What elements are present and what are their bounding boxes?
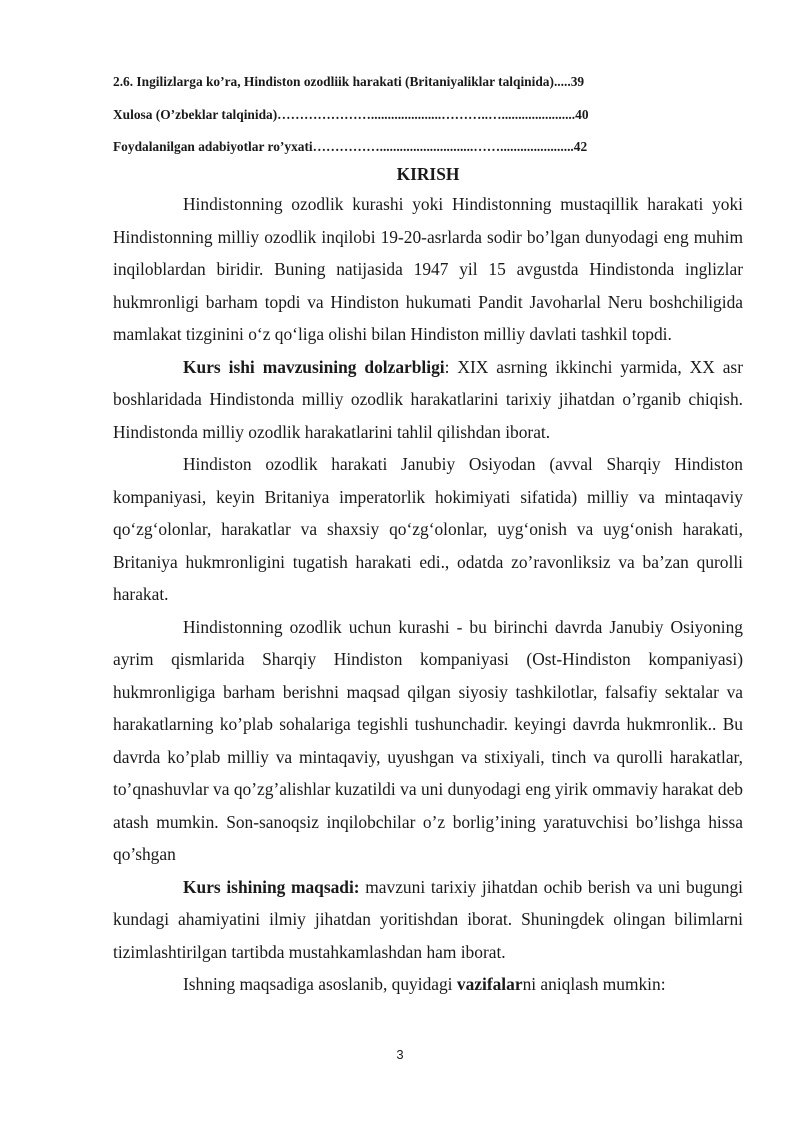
paragraph-text: ni aniqlash mumkin: bbox=[522, 974, 666, 994]
table-of-contents bbox=[113, 74, 683, 172]
toc-entry[interactable]: Foydalanilgan adabiyotlar ro’yxati……………............................……......................42 bbox=[113, 139, 588, 155]
paragraph-bold-term: vazifalar bbox=[456, 974, 523, 994]
paragraph-text: Hindistonning ozodlik kurashi yoki Hindistonning mustaqillik harakati yoki Hindistonning milliy ozodlik inqilobi 19-20-asrlarda sodir bo’lgan dunyodagi eng muhim inqiloblardan biridir. Buning natijasida 1947 yil 15 avgustda Hindistonda inglizlar hukmronligi barham topdi va Hindiston hukumati Pandit Javoharlal Neru boshchiligida mamlakat tizginini o‘z qo‘liga olishi bilan Hindiston milliy davlati tashkil topdi. bbox=[113, 194, 743, 344]
paragraph-text: : XIX asrning ikkinchi yarmida, XX asr boshlaridada Hindistonda milliy ozodlik harakatlarini tarixiy jihatdan o’rganib chiqish. Hindistonda milliy ozodlik harakatlarini tahlil qilishdan iborat. bbox=[113, 356, 743, 442]
section-heading: KIRISH bbox=[396, 164, 460, 184]
paragraph-text: Hindistonning ozodlik uchun kurashi - bu birinchi davrda Janubiy Osiyoning ayrim qismlarida Sharqiy Hindiston kompaniyasi (Ost-Hindiston kompaniyasi) hukmronligiga barham berishni maqsad qilgan siyosiy tashkilotlar, falsafiy sektalar va harakatlarning ko’plab sohalariga tegishli tushunchadir. keyingi davrda hukmronlik.. Bu davrda ko’plab milliy va mintaqaviy, uyushgan va stixiyali, tinch va qurolli harakatlar, to’qnashuvlar va qo’zg’alishlar kuzatildi va uni dunyodagi eng yirik ommaviy harakat deb atash mumkin. Son-sanoqsiz inqilobchilar o’z borlig’ining yaratuvchisi bo’lishga hissa qo’shgan bbox=[113, 616, 743, 864]
paragraph bbox=[113, 448, 743, 611]
paragraph-lead: Kurs ishining maqsadi: bbox=[183, 876, 360, 897]
paragraph bbox=[113, 871, 743, 969]
paragraph-text: Ishning maqsadiga asoslanib, quyidagi bbox=[183, 974, 457, 994]
paragraph-text: Hindiston ozodlik harakati Janubiy Osiyodan (avval Sharqiy Hindiston kompaniyasi, keyin Britaniya imperatorlik hokimiyati sifatida) milliy va mintaqaviy qo‘zg‘olonlar, harakatlar va shaxsiy qo‘zg‘olonlar, uyg‘onish va uyg‘onish harakati, Britaniya hukmronligini tugatish harakati edi., odatda zo’ravonliksiz va ba’zan qurolli harakat. bbox=[113, 454, 743, 604]
paragraph bbox=[113, 968, 743, 1001]
paragraph bbox=[113, 188, 743, 351]
body-text bbox=[113, 160, 743, 1001]
paragraph bbox=[113, 611, 743, 871]
toc-entry[interactable]: 2.6. Ingilizlarga ko’ra, Hindiston ozodliik harakati (Britaniyaliklar talqinida).....39 bbox=[113, 74, 585, 89]
paragraph bbox=[113, 351, 743, 449]
paragraph-lead: Kurs ishi mavzusining dolzarbligi bbox=[183, 356, 445, 377]
toc-entry[interactable]: Xulosa (O’zbeklar talqinida)………………….....................………..…......................40 bbox=[113, 106, 589, 122]
paragraph-text: mavzuni tarixiy jihatdan ochib berish va uni bugungi kundagi ahamiyatini ilmiy jihatdan yoritishdan iborat. Shuningdek olingan bilimlarni tizimlashtirilgan tartibda mustahkamlashdan ham iborat. bbox=[113, 876, 744, 962]
page-number: 3 bbox=[396, 1047, 404, 1062]
